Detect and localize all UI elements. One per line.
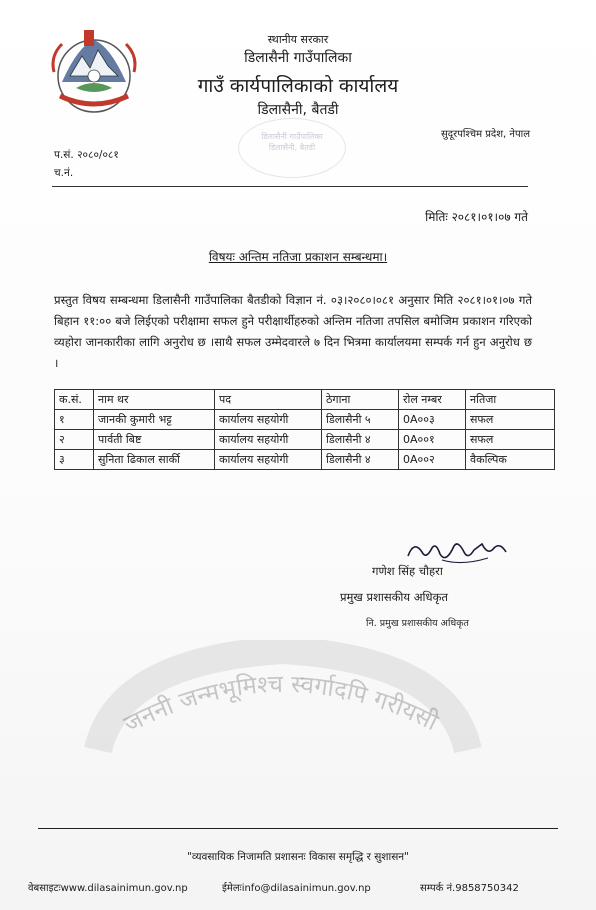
header-post: पद xyxy=(215,390,322,410)
footer-email: ईमेलःinfo@dilasainimun.gov.np xyxy=(222,883,371,894)
letter-number: प.सं. २०८०/०८१ xyxy=(54,149,119,161)
table-row xyxy=(55,430,555,450)
header-address: ठेगाना xyxy=(322,390,399,410)
cell-roll: 0A००१ xyxy=(399,430,466,450)
signatory-stamp: नि. प्रमुख प्रशासकीय अधिकृत xyxy=(366,618,469,629)
letter-date: मितिः २०८१।०१।०७ गते xyxy=(425,210,528,224)
cell-post: कार्यालय सहयोगी xyxy=(215,430,322,450)
footer-phone: सम्पर्क नं.9858750342 xyxy=(420,883,519,894)
cell-sn: ३ xyxy=(55,450,94,470)
government-level: स्थानीय सरकार xyxy=(267,33,329,46)
dispatch-number: च.नं. xyxy=(54,167,74,179)
signatory-title: प्रमुख प्रशासकीय अधिकृत xyxy=(340,590,448,604)
footer-website: वेबसाइटःwww.dilasainimun.gov.np xyxy=(28,883,188,894)
cell-post: कार्यालय सहयोगी xyxy=(215,410,322,430)
results-table xyxy=(54,389,555,470)
subject-line: विषयः अन्तिम नतिजा प्रकाशन सम्बन्धमा। xyxy=(208,250,388,264)
cell-name: सुनिता ढिकाल सार्की xyxy=(94,450,215,470)
province-label: सुदूरपश्चिम प्रदेश, नेपाल xyxy=(441,129,530,140)
cell-post: कार्यालय सहयोगी xyxy=(215,450,322,470)
signatory-name: गणेश सिंह चौहरा xyxy=(372,564,443,578)
municipality-name: डिलासैनी गाउँपालिका xyxy=(244,50,352,66)
table-row xyxy=(55,450,555,470)
watermark-text: जननी जन्मभूमिश्च स्वर्गादपि गरीयसी xyxy=(119,669,443,739)
watermark-emblem xyxy=(58,640,508,770)
header-roll: रोल नम्बर xyxy=(399,390,466,410)
cell-roll: 0A००२ xyxy=(399,450,466,470)
cell-name: पार्वती बिष्ट xyxy=(94,430,215,450)
office-location: डिलासैनी, बैतडी xyxy=(257,102,339,118)
header-divider xyxy=(52,186,528,187)
office-motto: "व्यवसायिक निजामति प्रशासनः विकास समृद्धि र सुशासन" xyxy=(187,851,409,863)
footer-divider xyxy=(38,828,558,829)
letter-body: प्रस्तुत विषय सम्बन्धमा डिलासैनी गाउँपालिका बैतडीको विज्ञान नं. ०३।२०८०।०८१ अनुसार मिति २०८१।०१।०७ गते बिहान ११:०० बजे लिईएको परीक्षामा सफल हुने परीक्षार्थीहरुको अन्तिम नतिजा तपसिल बमोजिम प्रकाशन गरिएको व्यहोरा जानकारीका लागि अनुरोध छ ।साथै सफल उम्मेदवारले ७ दिन भित्रमा कार्यालयमा सम्पर्क गर्न हुन अनुरोध छ । xyxy=(54,293,532,370)
table-row xyxy=(55,410,555,430)
cell-result: वैकल्पिक xyxy=(466,450,555,470)
header-result: नतिजा xyxy=(466,390,555,410)
cell-address: डिलासैनी ४ xyxy=(322,450,399,470)
office-name: गाउँ कार्यपालिकाको कार्यालय xyxy=(197,75,399,97)
cell-sn: २ xyxy=(55,430,94,450)
header-sn: क.सं. xyxy=(55,390,94,410)
cell-sn: १ xyxy=(55,410,94,430)
cell-roll: 0A००३ xyxy=(399,410,466,430)
cell-name: जानकी कुमारी भट्ट xyxy=(94,410,215,430)
header-name: नाम थर xyxy=(94,390,215,410)
table-header-row xyxy=(55,390,555,410)
cell-address: डिलासैनी ५ xyxy=(322,410,399,430)
reference-block xyxy=(54,146,119,182)
cell-result: सफल xyxy=(466,430,555,450)
cell-address: डिलासैनी ४ xyxy=(322,430,399,450)
office-seal-stamp: डिलासैनी गाउँपालिका डिलासैनी, बैतडी xyxy=(238,118,346,178)
cell-result: सफल xyxy=(466,410,555,430)
